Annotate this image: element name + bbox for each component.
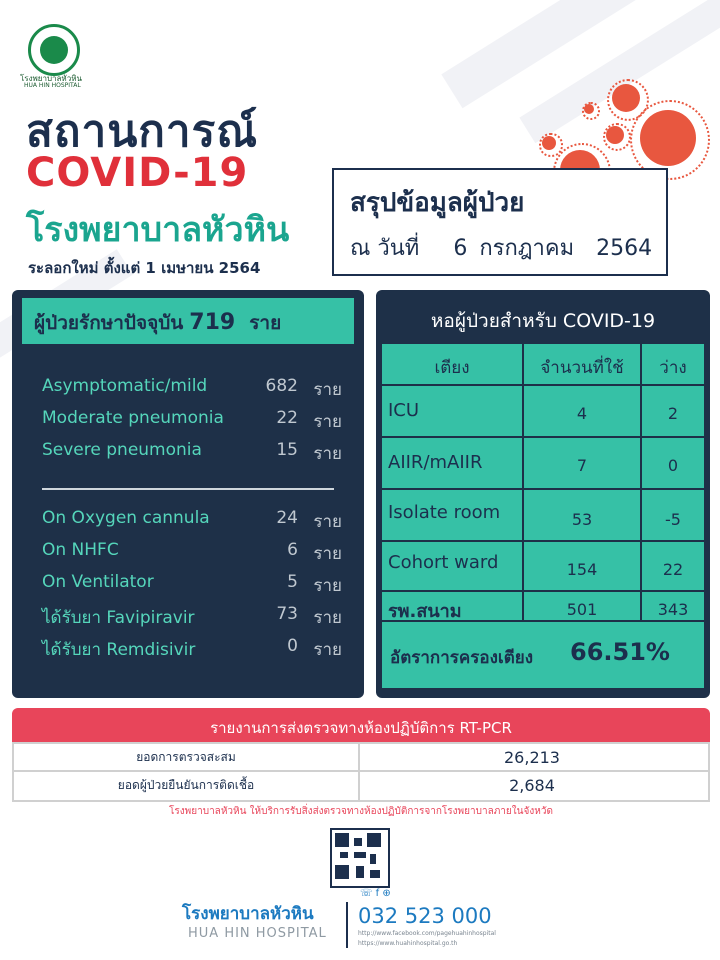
treatment-row [42, 604, 342, 632]
footer-website-link[interactable]: https://www.huahinhospital.go.th [358, 940, 458, 947]
footer-facebook-link[interactable]: http://www.facebook.com/pagehuahinhospital [358, 930, 496, 937]
row-value: 5 [287, 572, 298, 592]
logo-text-english: HUA HIN HOSPITAL [24, 82, 81, 89]
lab-table [12, 742, 710, 802]
row-unit: ราย [313, 444, 342, 464]
row-value: 15 [276, 440, 298, 460]
treatment-row [42, 508, 342, 536]
wards-panel [376, 290, 710, 698]
row-value: 6 [287, 540, 298, 560]
col-header-free: ว่าง [659, 358, 687, 378]
virus-icon [606, 126, 624, 144]
lab-value-confirmed: 2,684 [509, 776, 555, 795]
occupancy-value: 66.51% [570, 638, 670, 666]
wards-table [382, 344, 704, 688]
ward-label-icu: ICU [388, 400, 420, 421]
table-divider [382, 590, 704, 592]
ward-used: 154 [566, 560, 598, 579]
row-label: ได้รับยา Favipiravir [42, 608, 195, 628]
virus-icon [584, 104, 594, 114]
virus-icon [640, 110, 696, 166]
severity-row [42, 440, 342, 468]
ward-label-aiir: AIIR/mAIIR [388, 452, 483, 473]
hospital-logo-icon [28, 24, 80, 76]
ward-label-isolate: Isolate room [388, 502, 501, 523]
date-day: 6 [453, 236, 468, 261]
ward-used: 4 [576, 404, 588, 423]
logo-text-thai: โรงพยาบาลหัวหิน [20, 74, 82, 83]
row-label: ได้รับยา Remdisivir [42, 640, 196, 660]
virus-icon [542, 136, 556, 150]
row-label: On Oxygen cannula [42, 508, 210, 528]
row-value: 682 [265, 376, 298, 396]
table-divider [14, 770, 708, 772]
wards-header: หอผู้ป่วยสำหรับ COVID-19 [430, 310, 656, 332]
treatment-row [42, 540, 342, 568]
table-divider [382, 540, 704, 542]
summary-title: สรุปข้อมูลผู้ป่วย [350, 188, 525, 218]
table-divider [382, 384, 704, 386]
title-hospital: โรงพยาบาลหัวหิน [26, 210, 290, 250]
treatment-row [42, 572, 342, 600]
current-patients-panel [12, 290, 364, 698]
date-year: 2564 [596, 236, 653, 261]
virus-icon [612, 84, 640, 112]
current-patients-total: 719 [189, 310, 236, 335]
row-unit: ราย [313, 380, 342, 400]
row-value: 24 [276, 508, 298, 528]
row-label: Asymptomatic/mild [42, 376, 208, 396]
ward-label-cohort: Cohort ward [388, 552, 499, 573]
contact-icons: ☏ f ⊕ [360, 888, 391, 899]
current-patients-header [22, 298, 354, 344]
ward-free: 0 [667, 456, 679, 475]
lab-header-text: รายงานการส่งตรวจทางห้องปฏิบัติการ RT-PCR [210, 719, 512, 737]
row-label: On Ventilator [42, 572, 154, 592]
current-patients-unit: ราย [249, 312, 282, 334]
lab-value-total-tests: 26,213 [504, 748, 560, 767]
row-unit: ราย [313, 576, 342, 596]
treatment-row [42, 636, 342, 664]
row-value: 22 [276, 408, 298, 428]
lab-label-total-tests: ยอดการตรวจสะสม [136, 750, 236, 764]
footer-hospital-name-english: HUA HIN HOSPITAL [188, 926, 327, 941]
title-covid: COVID-19 [26, 150, 249, 196]
ward-used: 53 [571, 510, 593, 529]
qr-code-icon[interactable] [330, 828, 390, 888]
summary-box [332, 168, 668, 276]
table-divider [382, 436, 704, 438]
occupancy-label: อัตราการครองเตียง [390, 648, 534, 668]
lab-note: โรงพยาบาลหัวหิน ให้บริการรับสิ่งส่งตรวจทางห้องปฏิบัติการจากโรงพยาบาลภายในจังหวัด [169, 806, 553, 817]
title-situation: สถานการณ์ [26, 106, 259, 157]
summary-date [350, 230, 652, 265]
row-unit: ราย [313, 544, 342, 564]
lab-header [12, 708, 710, 742]
row-unit: ราย [313, 640, 342, 660]
ward-free: 343 [657, 600, 689, 619]
severity-row [42, 408, 342, 436]
subtitle-wave: ระลอกใหม่ ตั้งแต่ 1 เมษายน 2564 [28, 259, 261, 277]
row-label: On NHFC [42, 540, 119, 560]
footer-separator [346, 902, 348, 948]
col-header-used: จำนวนที่ใช้ [540, 358, 624, 378]
row-label: Moderate pneumonia [42, 408, 224, 428]
footer-phone[interactable]: 032 523 000 [358, 904, 492, 928]
table-divider [382, 488, 704, 490]
col-header-bed: เตียง [434, 358, 470, 378]
ward-free: 2 [667, 404, 679, 423]
row-value: 0 [287, 636, 298, 656]
date-prefix: ณ วันที่ [350, 236, 420, 261]
ward-used: 501 [566, 600, 598, 619]
ward-label-field-hospital: รพ.สนาม [388, 601, 462, 622]
date-month: กรกฎาคม [479, 236, 575, 261]
panel-divider [42, 488, 334, 490]
footer-hospital-name-thai: โรงพยาบาลหัวหิน [182, 904, 314, 924]
row-label: Severe pneumonia [42, 440, 202, 460]
row-unit: ราย [313, 512, 342, 532]
ward-used: 7 [576, 456, 588, 475]
ward-free: 22 [662, 560, 684, 579]
severity-row [42, 376, 342, 404]
ward-free: -5 [665, 510, 681, 529]
row-unit: ราย [313, 412, 342, 432]
current-patients-label: ผู้ป่วยรักษาปัจจุบัน [34, 312, 184, 334]
row-unit: ราย [313, 608, 342, 628]
row-value: 73 [276, 604, 298, 624]
lab-label-confirmed: ยอดผู้ป่วยยืนยันการติดเชื้อ [117, 778, 255, 792]
